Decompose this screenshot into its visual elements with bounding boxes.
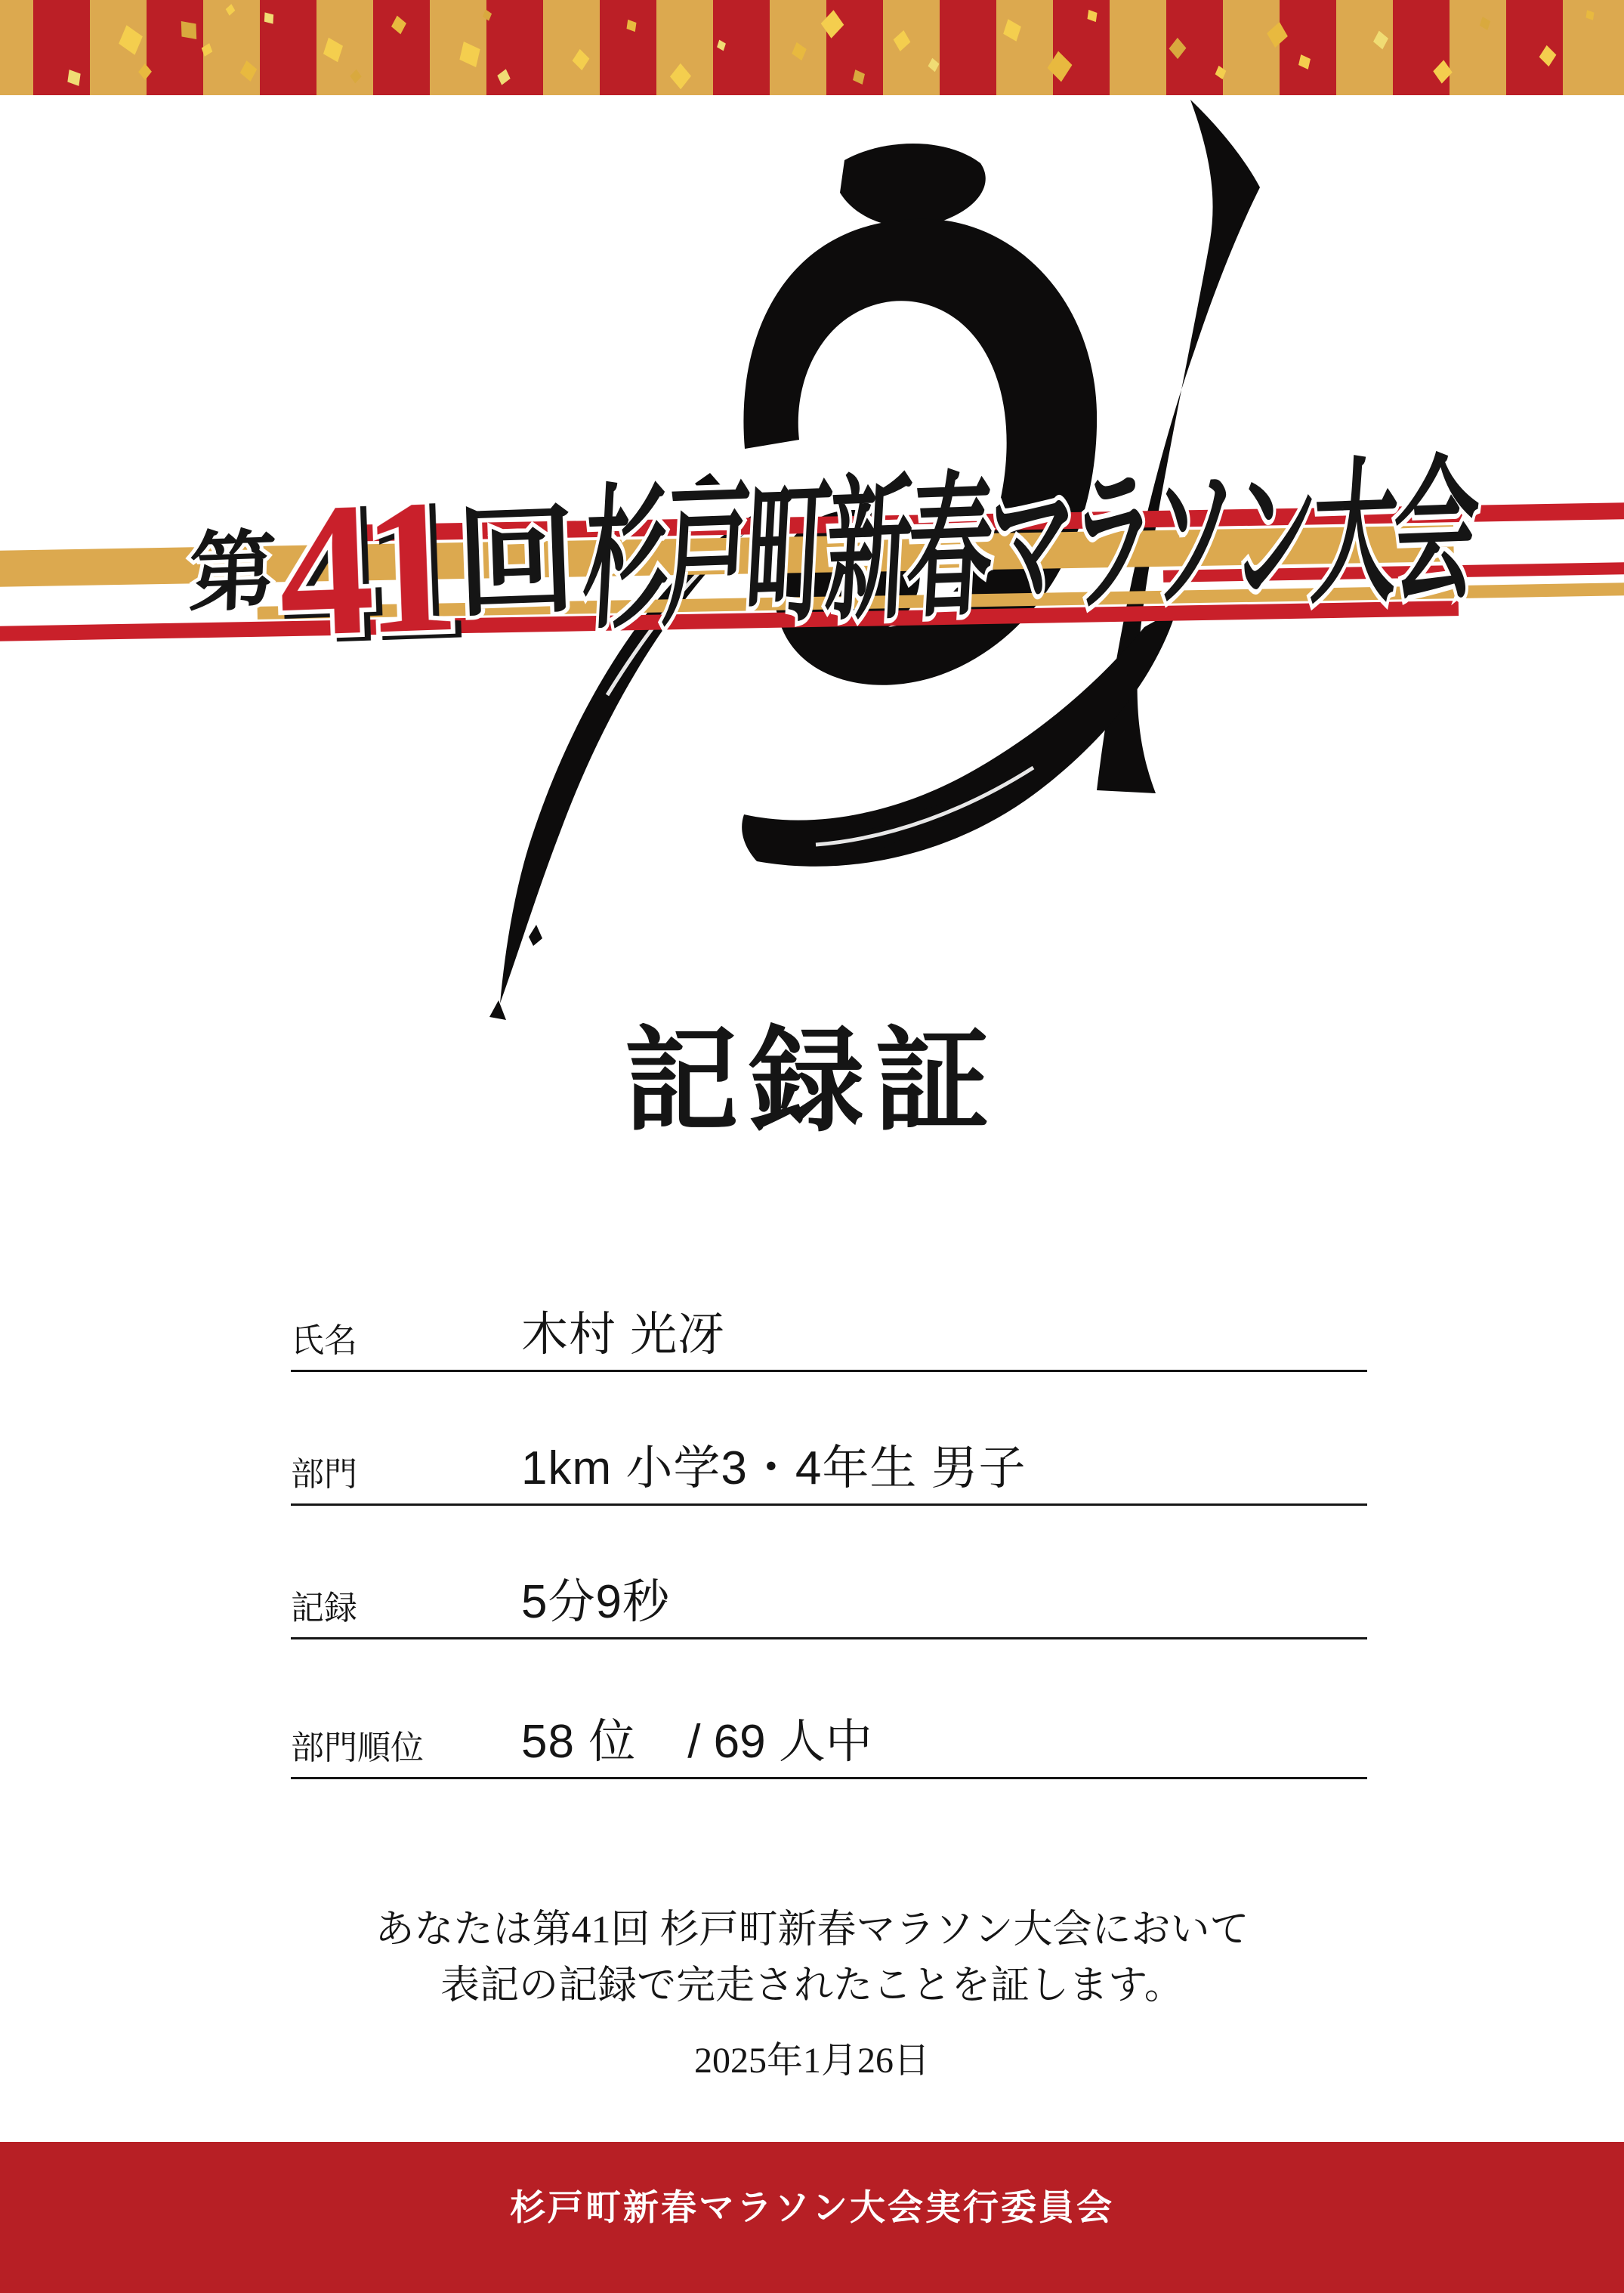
- confetti-piece: [792, 42, 806, 60]
- certificate-title: 記録証: [624, 1018, 1000, 1145]
- certification-statement: [0, 1902, 1624, 2014]
- confetti-piece: [1539, 45, 1557, 66]
- event-banner-title: [184, 406, 1551, 695]
- confetti-piece: [1298, 54, 1311, 70]
- field-value: 5分9秒: [521, 1575, 670, 1628]
- field-label: 氏名: [291, 1321, 357, 1359]
- field-value: 1km 小学3・4年生 男子: [521, 1442, 1027, 1494]
- field-row-record: [291, 1564, 1367, 1639]
- confetti-piece: [821, 10, 844, 39]
- confetti-piece: [717, 40, 726, 51]
- confetti-piece: [202, 43, 213, 57]
- field-value: 木村 光冴: [521, 1308, 726, 1361]
- confetti-piece: [1003, 19, 1021, 41]
- confetti-piece: [181, 21, 196, 39]
- field-value-total: / 69 人中: [687, 1715, 872, 1768]
- confetti-piece: [323, 38, 343, 62]
- confetti-piece: [1267, 22, 1288, 48]
- organizer-name: 杉戸町新春マラソン大会実行委員会: [510, 2189, 1114, 2228]
- field-row-division: [291, 1430, 1367, 1506]
- round-suffix: 回: [454, 494, 579, 632]
- confetti-piece: [119, 25, 143, 54]
- confetti-piece: [928, 58, 940, 73]
- confetti-piece: [391, 16, 406, 35]
- statement-line-1: あなたは第41回 杉戸町新春マラソン大会において: [375, 1908, 1249, 1952]
- confetti-piece: [459, 42, 480, 67]
- confetti-piece: [264, 12, 273, 23]
- confetti-piece: [240, 60, 257, 82]
- confetti-piece: [894, 30, 911, 51]
- field-row-rank: [291, 1704, 1367, 1779]
- confetti-piece: [67, 70, 80, 86]
- confetti-piece: [627, 20, 637, 32]
- field-label: 部門順位: [291, 1729, 424, 1766]
- confetti-piece: [350, 70, 361, 84]
- confetti-piece: [1586, 10, 1595, 20]
- round-prefix: 第: [187, 522, 278, 623]
- statement-line-2: 表記の記録で完走されたことを証します。: [440, 1964, 1184, 2007]
- field-value: 58 位: [521, 1715, 637, 1768]
- confetti-piece: [573, 49, 590, 70]
- confetti-piece: [1373, 31, 1388, 50]
- confetti-piece: [483, 9, 492, 20]
- confetti-piece: [1088, 10, 1098, 22]
- footer-bar: [0, 2142, 1624, 2293]
- round-number: 41: [275, 459, 452, 677]
- certificate-date: 2025年1月26日: [693, 2041, 930, 2081]
- field-label: 部門: [291, 1455, 357, 1493]
- confetti-piece: [1433, 60, 1452, 83]
- field-label: 記録: [291, 1589, 357, 1627]
- field-row-name: [291, 1296, 1367, 1372]
- confetti-piece: [1169, 38, 1187, 59]
- confetti-piece: [226, 4, 236, 16]
- event-name: 杉戸町新春マラソン大会: [579, 442, 1479, 647]
- confetti-piece: [1480, 17, 1490, 30]
- confetti-piece: [138, 63, 152, 80]
